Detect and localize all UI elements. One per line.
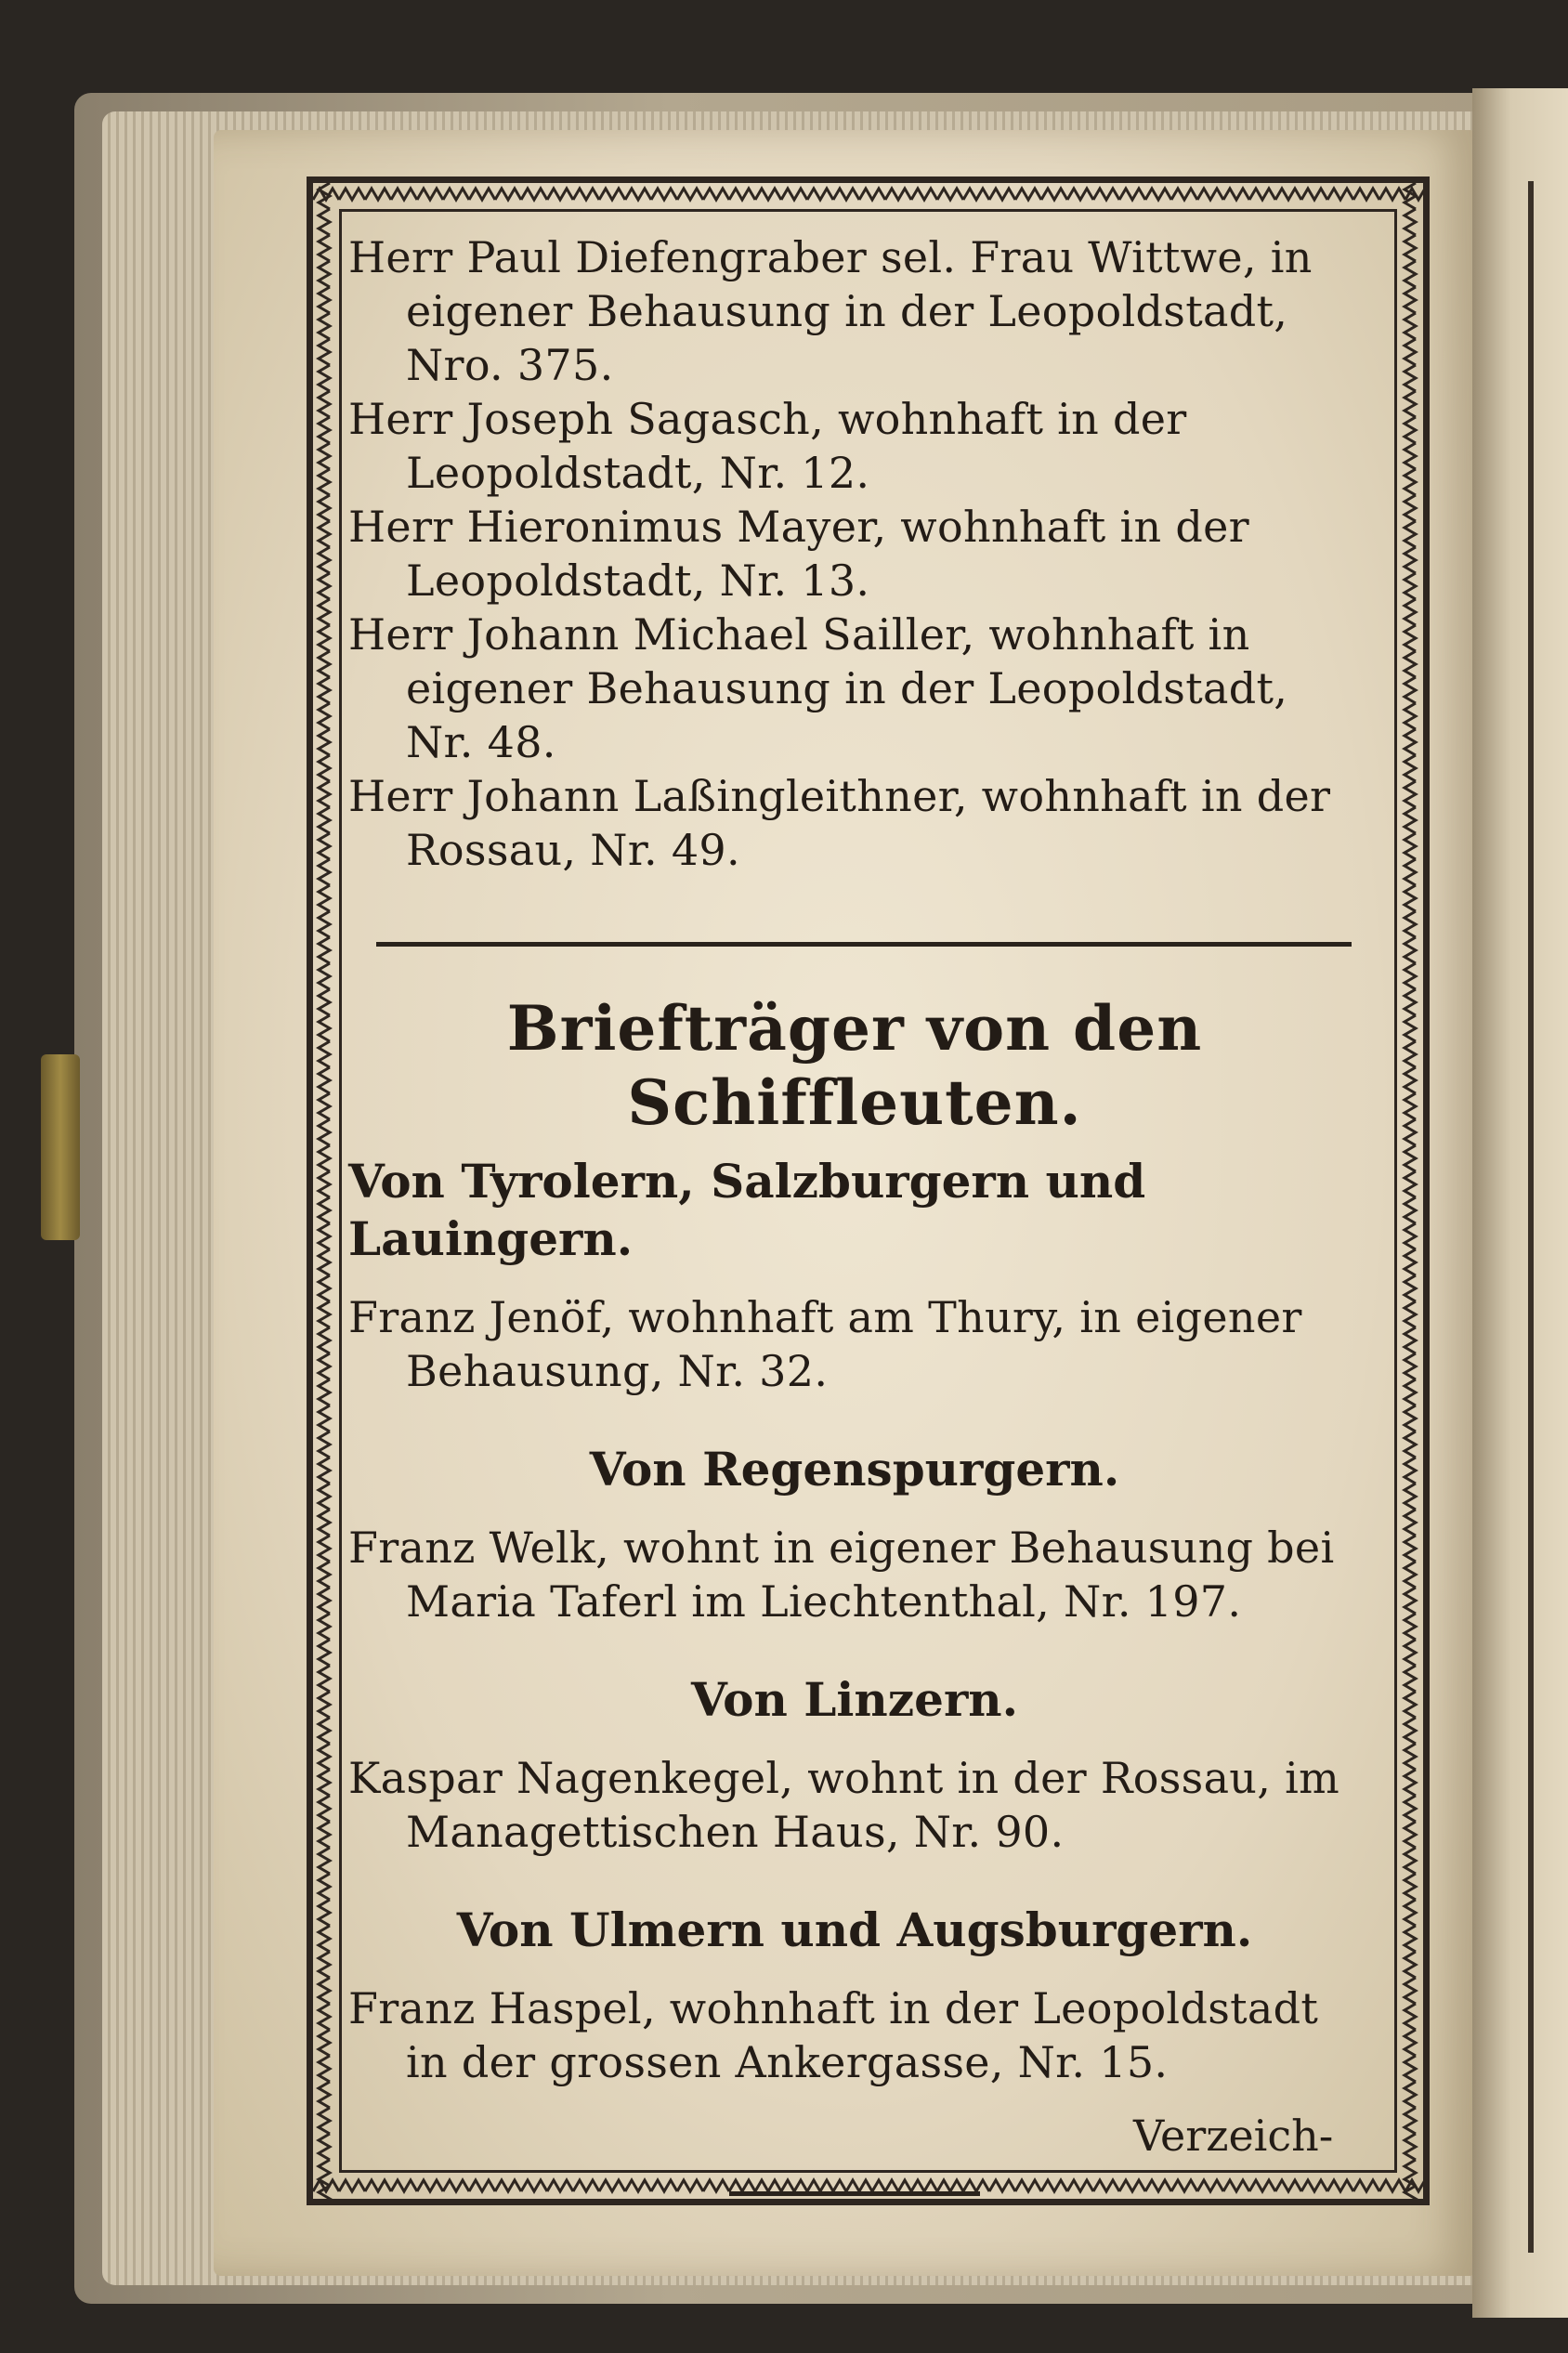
section-divider: [376, 942, 1352, 947]
catchword: Verzeich-: [1133, 2111, 1334, 2161]
entry-mayer: Herr Hieronimus Mayer, wohnhaft in der Leopoldstadt, Nr. 13.: [348, 502, 1249, 606]
entry-diefengraber: Herr Paul Diefengraber sel. Frau Wittwe, in eigener Behausung in der Leopoldstadt, Nro. 375.: [348, 232, 1313, 390]
section-heading: Briefträger von den Schiffleuten.: [506, 992, 1203, 1139]
entry-lassingleithner: Herr Johann Laßingleithner, wohnhaft in der Rossau, Nr. 49.: [348, 771, 1331, 875]
subheading-regenspurgern: Von Regenspurgern.: [589, 1442, 1120, 1497]
entry-welk: Franz Welk, wohnt in eigener Behausung bei Maria Taferl im Liechtenthal, Nr. 197.: [348, 1523, 1335, 1627]
subheading-linzern: Von Linzern.: [690, 1672, 1019, 1727]
frame-border-right: [1399, 183, 1423, 2199]
book-clasp: [41, 1054, 80, 1240]
section-linzern: [348, 1671, 1361, 1859]
entry-jenof: Franz Jenöf, wohnhaft am Thury, in eigener Behausung, Nr. 32.: [348, 1292, 1302, 1396]
section-ulmern: [348, 1902, 1361, 2089]
section-tyrolern: [348, 1153, 1361, 1398]
next-page-edge: [1472, 88, 1568, 2318]
entry-nagenkegel: Kaspar Nagenkegel, wohnt in der Rossau, im Managettischen Haus, Nr. 90.: [348, 1753, 1340, 1857]
entry-haspel: Franz Haspel, wohnhaft in der Leopoldstadt in der grossen Ankergasse, Nr. 15.: [348, 1983, 1319, 2087]
entry-sagasch: Herr Joseph Sagasch, wohnhaft in der Leopoldstadt, Nr. 12.: [348, 394, 1187, 498]
frame-border-left: [313, 183, 337, 2199]
subheading-tyrolern: Von Tyrolern, Salzburgern und Lauingern.: [348, 1154, 1146, 1266]
subheading-ulmern: Von Ulmern und Augsburgern.: [456, 1902, 1253, 1957]
section-regenspurgern: [348, 1441, 1361, 1628]
closing-rule: [729, 2191, 980, 2196]
frame-border-top: [313, 183, 1423, 207]
page-content: [348, 230, 1361, 2196]
entry-sailler: Herr Johann Michael Sailler, wohnhaft in eigener Behausung in der Leopoldstadt, Nr. 48.: [348, 609, 1288, 767]
next-page-frame: [1528, 181, 1543, 2253]
